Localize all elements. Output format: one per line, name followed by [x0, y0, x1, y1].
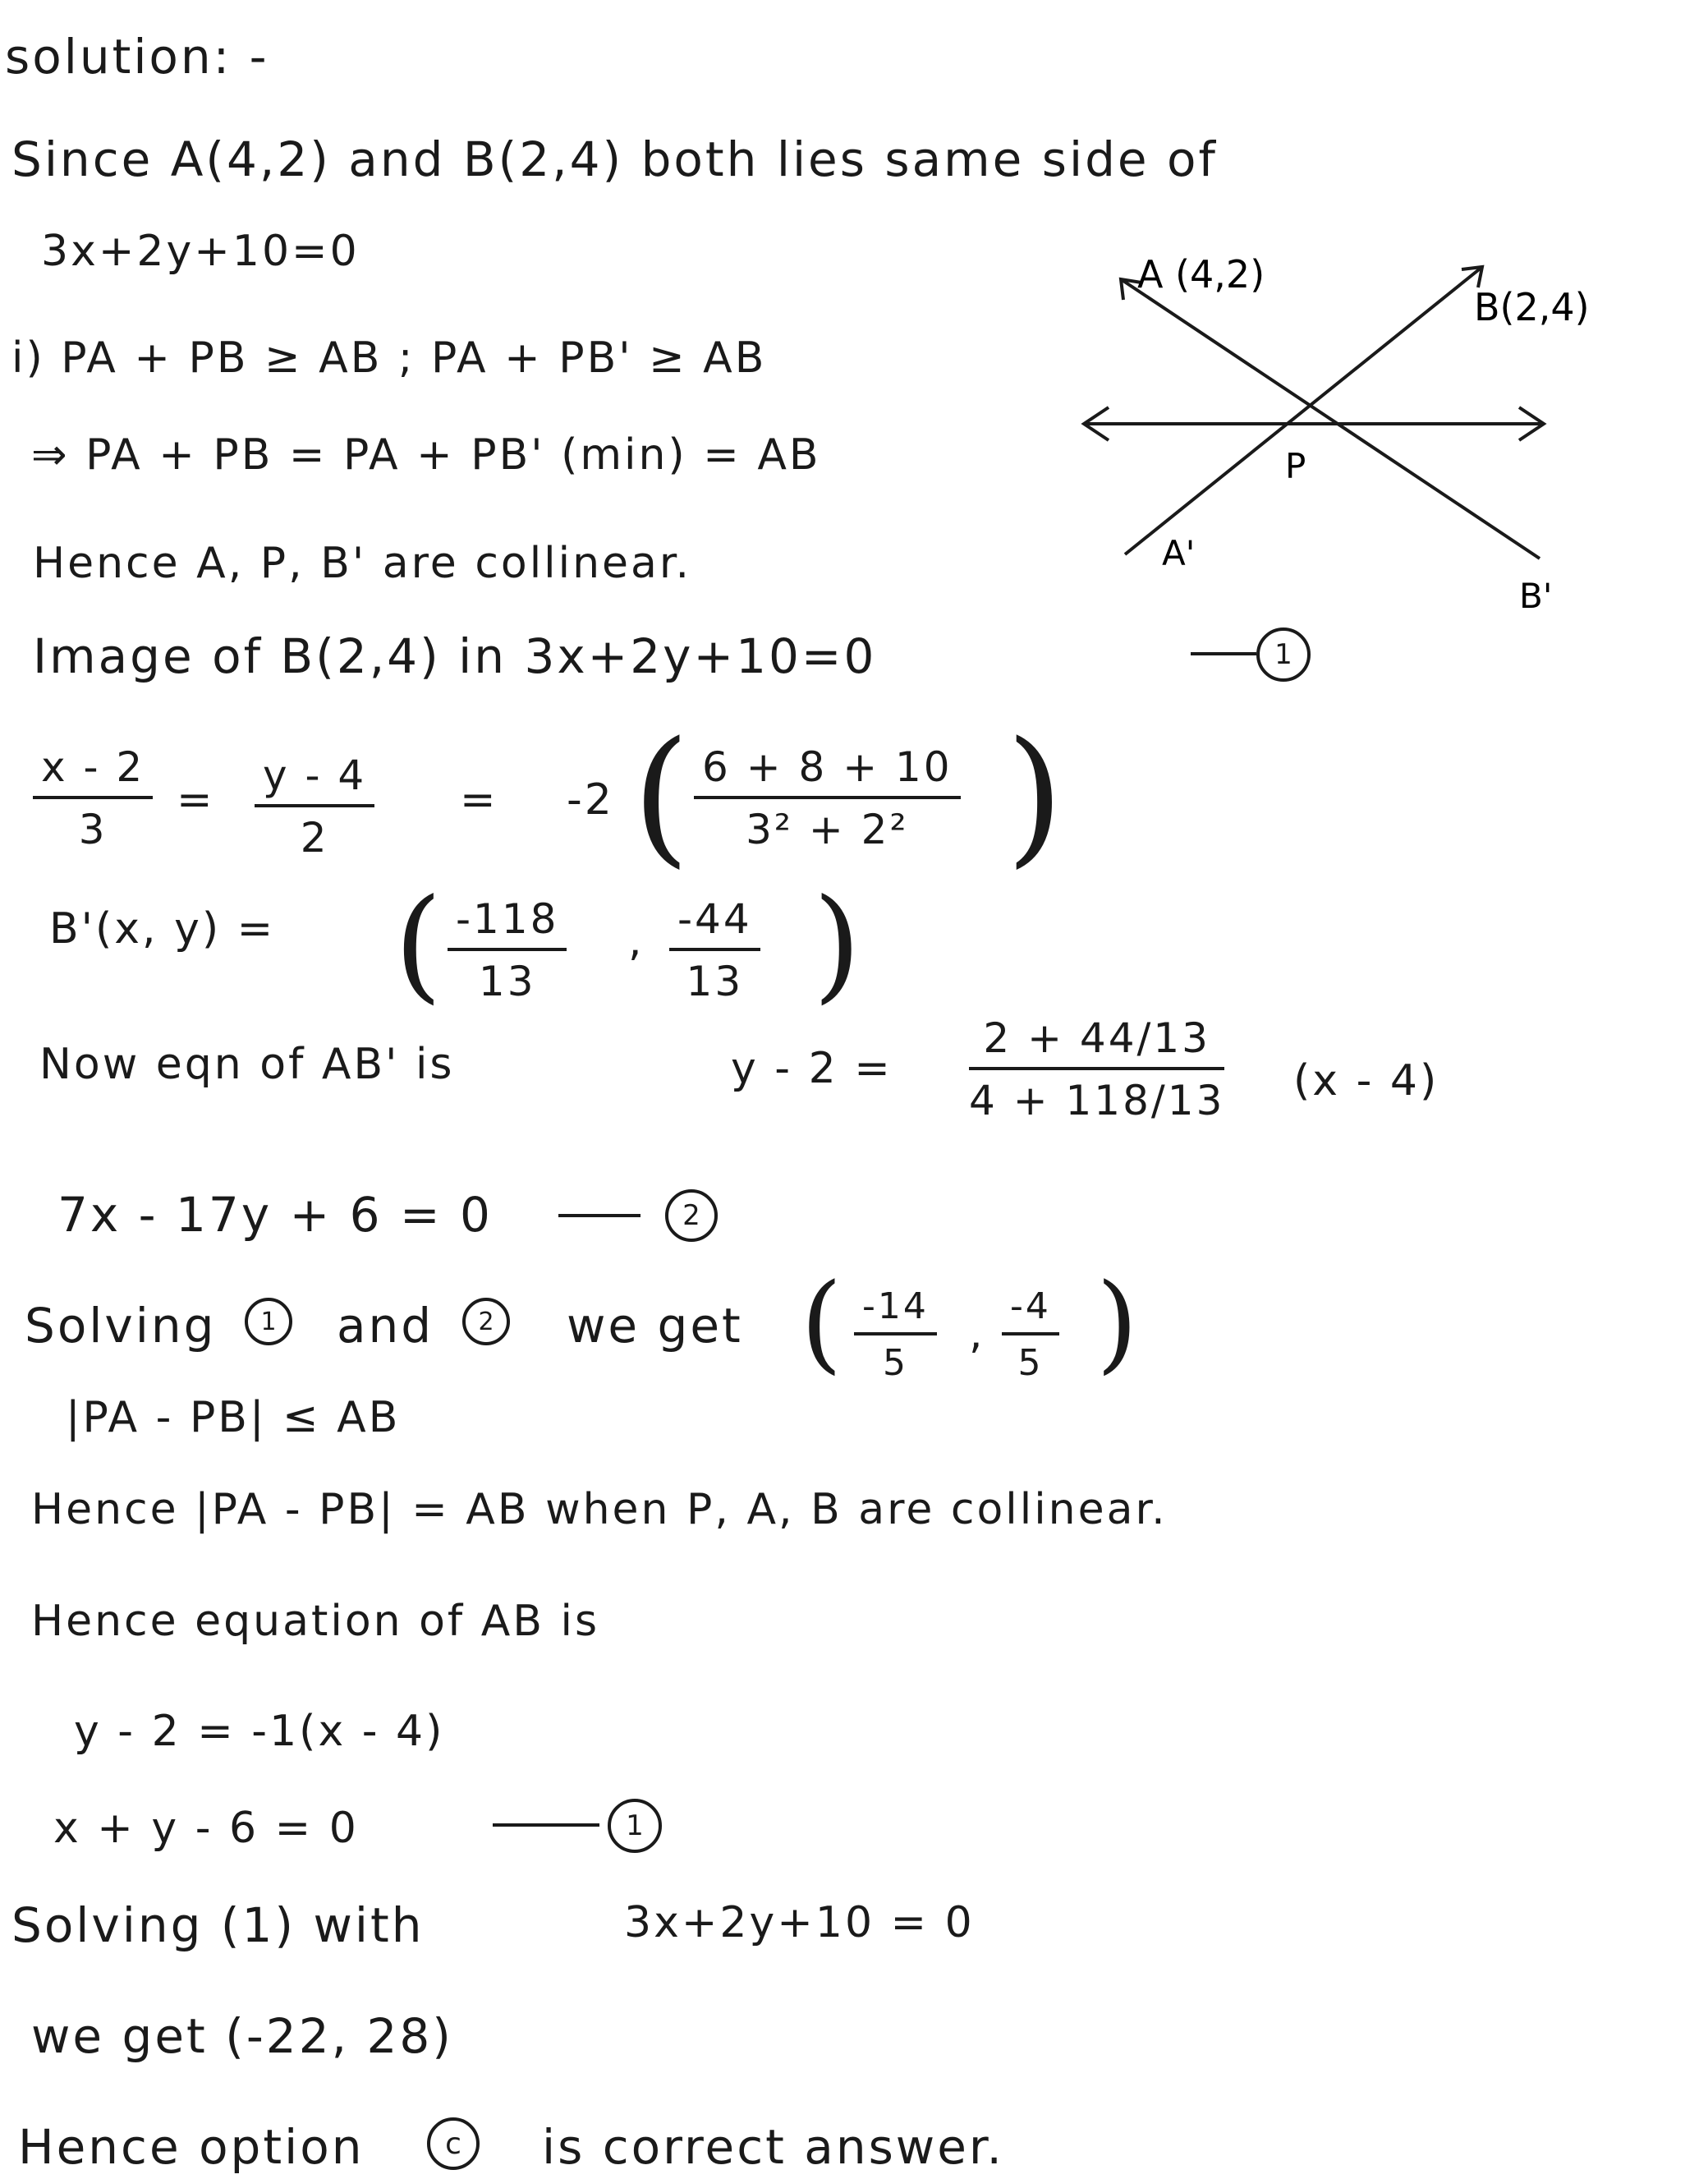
- paren-close-2: ): [813, 873, 861, 1016]
- line-connector-2: [558, 1214, 640, 1217]
- x-minus-4: (x - 4): [1293, 1056, 1439, 1106]
- comma-1: ,: [628, 917, 645, 966]
- minus-two: -2: [567, 775, 614, 825]
- paren-close-3: ): [1096, 1260, 1138, 1385]
- b-prime-x: [448, 895, 567, 1005]
- final-pre: Hence option: [18, 2119, 365, 2175]
- equation-tag-1b: 1: [608, 1799, 662, 1853]
- line-reflection-diagram: [1059, 238, 1634, 632]
- step-i-line: i) PA + PB ≥ AB ; PA + PB' ≥ AB: [11, 333, 767, 383]
- hence-eqn-ab-line: Hence equation of AB is: [31, 1597, 600, 1646]
- paren-open-3: (: [801, 1260, 843, 1385]
- paren-open-1: (: [632, 710, 691, 882]
- image-line: Image of B(2,4) in 3x+2y+10=0: [33, 628, 877, 684]
- eqn-2-line: 7x - 17y + 6 = 0: [57, 1187, 493, 1243]
- solving-we-get: we get: [567, 1298, 743, 1354]
- equals-1: =: [177, 775, 215, 825]
- solving-tag-1: 1: [245, 1298, 292, 1345]
- implies-line: ⇒ PA + PB = PA + PB' (min) = AB: [31, 430, 821, 480]
- b-prime-y-den: 13: [686, 958, 744, 1005]
- fraction-sub-num: 6 + 8 + 10: [694, 743, 961, 799]
- solution-1-x: [854, 1285, 937, 1384]
- label-B: B(2,4): [1474, 285, 1590, 329]
- fraction-y: [255, 752, 374, 862]
- fraction-y-den: 2: [300, 814, 329, 862]
- y-minus-2: y - 2 =: [731, 1044, 893, 1093]
- collinear-line: Hence A, P, B' are collinear.: [33, 539, 692, 588]
- final-option-circle: c: [427, 2117, 480, 2170]
- equals-2: =: [460, 775, 498, 825]
- solution-1-y-num: -4: [1002, 1285, 1059, 1335]
- b-prime-label: B'(x, y) =: [49, 904, 276, 954]
- line-B-to-A-prime: [1125, 267, 1482, 554]
- solving-with-line: Solving (1) with: [11, 1897, 425, 1953]
- eqn-y-minus-2-line: y - 2 = -1(x - 4): [74, 1707, 445, 1756]
- eqn-x-plus-y-line: x + y - 6 = 0: [53, 1804, 359, 1853]
- final-post: is correct answer.: [542, 2119, 1004, 2175]
- solving-tag-2: 2: [462, 1298, 510, 1345]
- b-prime-x-den: 13: [478, 958, 536, 1005]
- b-prime-y: [669, 895, 760, 1005]
- fraction-substitution: [694, 743, 961, 853]
- paren-close-1: ): [1006, 710, 1064, 882]
- intro-line-1: Since A(4,2) and B(2,4) both lies same side of: [11, 131, 1218, 187]
- slope-den: 4 + 118/13: [969, 1077, 1225, 1124]
- equation-tag-1: 1: [1256, 627, 1311, 682]
- solving-pre: Solving: [25, 1298, 217, 1354]
- label-A: A (4,2): [1137, 252, 1265, 297]
- paren-open-2: (: [394, 873, 443, 1016]
- hence-abs-line: Hence |PA - PB| = AB when P, A, B are collinear.: [31, 1485, 1168, 1534]
- solution-1-x-den: 5: [882, 1342, 908, 1384]
- label-P: P: [1285, 446, 1306, 486]
- fraction-sub-den: 3² + 2²: [746, 806, 909, 853]
- comma-2: ,: [969, 1309, 985, 1358]
- now-eqn-label: Now eqn of AB' is: [39, 1040, 455, 1089]
- label-A-prime: A': [1162, 533, 1196, 573]
- b-prime-y-num: -44: [669, 895, 760, 951]
- equation-tag-2: 2: [665, 1189, 718, 1242]
- line-connector: [1191, 652, 1256, 655]
- inequality-line: |PA - PB| ≤ AB: [66, 1393, 401, 1442]
- fraction-x: [33, 743, 153, 853]
- solution-1-y: [1002, 1285, 1059, 1384]
- heading: solution: -: [5, 29, 269, 85]
- we-get-final: we get (-22, 28): [31, 2008, 453, 2064]
- b-prime-x-num: -118: [448, 895, 567, 951]
- slope-num: 2 + 44/13: [969, 1014, 1224, 1070]
- solving-and: and: [337, 1298, 434, 1354]
- solving-with-eqn: 3x+2y+10 = 0: [624, 1898, 975, 1947]
- slope-fraction: [969, 1014, 1224, 1124]
- fraction-x-den: 3: [78, 806, 108, 853]
- line-connector-3: [493, 1823, 599, 1827]
- solution-1-x-num: -14: [854, 1285, 937, 1335]
- fraction-y-num: y - 4: [255, 752, 374, 807]
- fraction-x-num: x - 2: [33, 743, 153, 799]
- label-B-prime: B': [1519, 576, 1553, 616]
- intro-line-2: 3x+2y+10=0: [41, 227, 360, 276]
- solution-1-y-den: 5: [1017, 1342, 1044, 1384]
